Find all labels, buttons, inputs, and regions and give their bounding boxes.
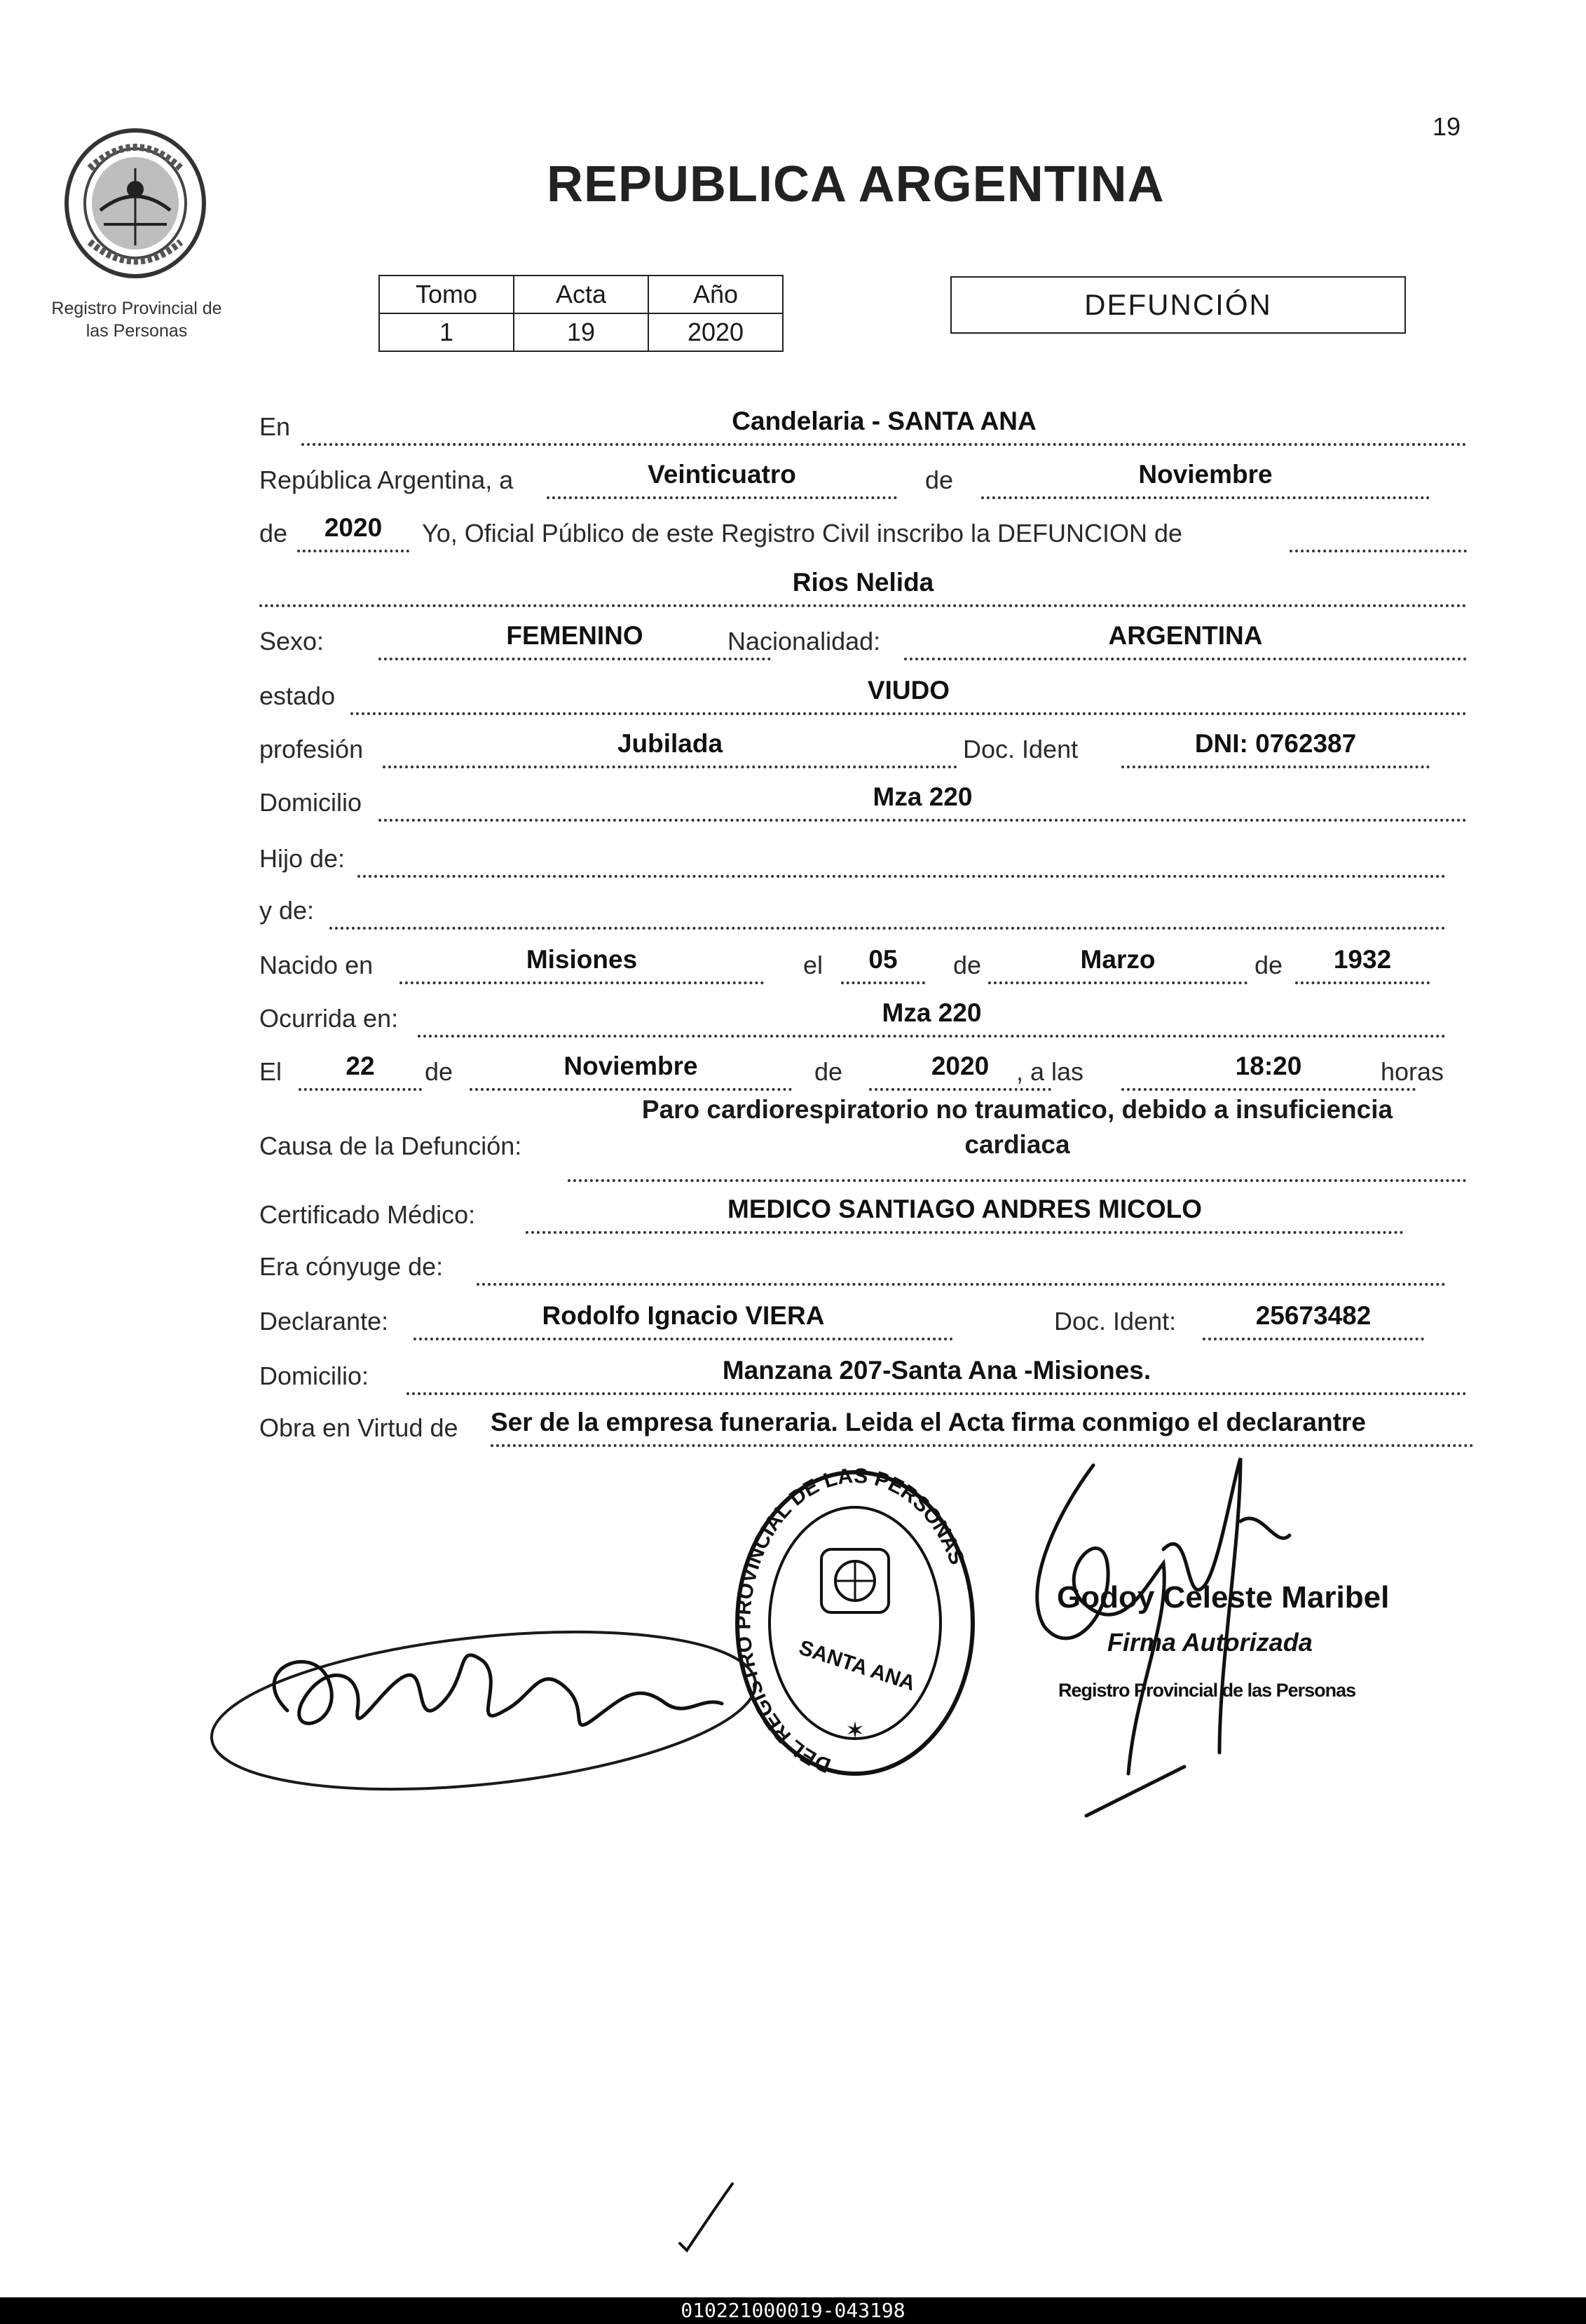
row-sexo bbox=[259, 618, 1467, 660]
row-estado bbox=[259, 673, 1467, 715]
value-profesion: Jubilada bbox=[617, 729, 723, 758]
document-code: 010221000019-043198 bbox=[0, 2297, 1586, 2324]
field-declarante-doc bbox=[1203, 1301, 1424, 1340]
value-estado: VIUDO bbox=[867, 676, 950, 705]
field-ocurrida-en bbox=[418, 998, 1446, 1038]
label-en: En bbox=[259, 412, 291, 441]
row-profesion bbox=[259, 726, 1467, 768]
row-certificado bbox=[259, 1192, 1467, 1234]
record-header-tomo: Tomo bbox=[379, 276, 514, 313]
label-causa: Causa de la Defunción: bbox=[259, 1132, 522, 1160]
label-sexo: Sexo: bbox=[259, 627, 324, 655]
record-table-header bbox=[379, 276, 783, 313]
record-type-box: DEFUNCIÓN bbox=[950, 276, 1406, 334]
row-lugar bbox=[259, 404, 1467, 446]
label-conyuge: Era cónyuge de: bbox=[259, 1252, 444, 1281]
label-de-def-anio: de bbox=[814, 1057, 843, 1086]
row-y-de bbox=[259, 888, 1467, 930]
label-y-de: y de: bbox=[259, 896, 315, 925]
field-mes bbox=[981, 460, 1430, 499]
row-defuncion-fecha bbox=[259, 1049, 1467, 1091]
value-domicilio: Mza 220 bbox=[873, 782, 973, 811]
stamp-emblem-icon bbox=[821, 1549, 889, 1612]
row-ocurrida bbox=[259, 995, 1467, 1038]
label-domicilio2: Domicilio: bbox=[259, 1361, 369, 1390]
label-profesion: profesión bbox=[259, 735, 364, 763]
label-de-nac-anio: de bbox=[1255, 951, 1283, 979]
field-nombre bbox=[259, 568, 1467, 607]
field-conyuge bbox=[477, 1249, 1446, 1286]
field-estado bbox=[350, 676, 1467, 715]
authority-office: Registro Provincial de las Personas bbox=[1058, 1680, 1356, 1701]
stamp-ring-text: DEL REGISTRO PROVINCIAL DE LAS PERSONAS bbox=[732, 1464, 969, 1777]
value-mes: Noviembre bbox=[1138, 460, 1273, 489]
label-a-las: , a las bbox=[1016, 1057, 1084, 1086]
value-def-dia: 22 bbox=[346, 1052, 375, 1080]
field-dia bbox=[547, 460, 897, 499]
field-nacionalidad bbox=[904, 621, 1467, 660]
row-causa bbox=[259, 1091, 1467, 1182]
field-def-mes bbox=[470, 1054, 792, 1091]
stamp-star-icon: ✶ bbox=[845, 1718, 866, 1744]
value-documento: DNI: 0762387 bbox=[1194, 729, 1357, 758]
field-declarante bbox=[413, 1301, 953, 1340]
value-nac-mes: Marzo bbox=[1080, 945, 1156, 974]
field-oficial-end bbox=[1290, 516, 1467, 552]
label-de-year: de bbox=[259, 519, 288, 548]
label-nacido-en: Nacido en bbox=[259, 951, 374, 979]
record-header-anio: Año bbox=[648, 276, 783, 313]
value-anio: 2020 bbox=[324, 513, 383, 542]
value-certificado: MEDICO SANTIAGO ANDRES MICOLO bbox=[727, 1195, 1202, 1223]
label-horas: horas bbox=[1381, 1057, 1444, 1086]
row-oficial bbox=[259, 510, 1467, 552]
value-declarante: Rodolfo Ignacio VIERA bbox=[542, 1301, 825, 1330]
authority-name: Godoy Celeste Maribel bbox=[1057, 1580, 1390, 1615]
field-nacido-en bbox=[399, 945, 764, 984]
field-profesion bbox=[383, 729, 957, 768]
record-value-anio: 2020 bbox=[648, 313, 783, 351]
value-nacido-en: Misiones bbox=[526, 945, 638, 974]
label-el: el bbox=[803, 951, 823, 979]
label-hijo-de: Hijo de: bbox=[259, 844, 346, 873]
label-doc-ident2: Doc. Ident: bbox=[1054, 1307, 1177, 1336]
label-republica: República Argentina, a bbox=[259, 466, 514, 494]
label-obra: Obra en Virtud de bbox=[259, 1413, 458, 1442]
label-doc-ident: Doc. Ident bbox=[963, 735, 1079, 763]
value-hora: 18:20 bbox=[1235, 1052, 1302, 1080]
province-seal bbox=[62, 126, 209, 280]
field-lugar bbox=[301, 409, 1467, 446]
row-nacido bbox=[259, 942, 1467, 984]
field-certificado bbox=[526, 1197, 1404, 1234]
value-obra: Ser de la empresa funeraria. Leida el Acta firma conmigo el declarantre bbox=[491, 1408, 1366, 1436]
row-fecha bbox=[259, 457, 1467, 499]
field-anio bbox=[297, 513, 409, 552]
row-declarante bbox=[259, 1298, 1467, 1340]
registry-label-line2: las Personas bbox=[86, 321, 188, 341]
field-sexo bbox=[378, 621, 771, 660]
check-mark-icon bbox=[673, 2180, 736, 2257]
row-domicilio2 bbox=[259, 1353, 1467, 1395]
label-de-nac-mes: de bbox=[953, 951, 982, 979]
field-nac-dia bbox=[841, 945, 925, 984]
label-estado: estado bbox=[259, 681, 336, 710]
field-nac-anio bbox=[1295, 945, 1430, 984]
field-hora bbox=[1121, 1054, 1416, 1091]
field-domicilio bbox=[378, 782, 1467, 822]
label-certificado: Certificado Médico: bbox=[259, 1200, 476, 1229]
value-def-anio: 2020 bbox=[931, 1052, 990, 1080]
document-title: REPUBLICA ARGENTINA bbox=[547, 156, 1165, 212]
record-table-values bbox=[379, 313, 783, 351]
province-seal-icon bbox=[62, 126, 209, 280]
value-dia: Veinticuatro bbox=[648, 460, 796, 489]
page-number: 19 bbox=[1433, 112, 1461, 141]
record-table bbox=[378, 275, 784, 352]
value-declarante-doc: 25673482 bbox=[1255, 1301, 1372, 1330]
row-hijo-de bbox=[259, 836, 1467, 878]
value-nac-anio: 1932 bbox=[1333, 945, 1392, 974]
value-ocurrida-en: Mza 220 bbox=[882, 998, 982, 1027]
field-hijo-de bbox=[357, 841, 1446, 878]
value-declarante-domicilio: Manzana 207-Santa Ana -Misiones. bbox=[722, 1356, 1151, 1385]
record-header-acta: Acta bbox=[514, 276, 648, 313]
field-declarante-domicilio bbox=[406, 1356, 1467, 1395]
field-nac-mes bbox=[988, 945, 1247, 984]
field-causa bbox=[568, 1095, 1467, 1182]
value-nombre: Rios Nelida bbox=[792, 568, 934, 597]
office-stamp bbox=[729, 1462, 981, 1791]
label-ocurrida-en: Ocurrida en: bbox=[259, 1004, 399, 1033]
field-documento bbox=[1121, 729, 1430, 768]
field-y-de bbox=[329, 893, 1446, 930]
stamp-center-text: SANTA ANA bbox=[795, 1636, 918, 1696]
declarant-signature bbox=[203, 1598, 778, 1823]
label-nacionalidad: Nacionalidad: bbox=[727, 627, 881, 655]
label-de: de bbox=[925, 466, 954, 494]
value-causa bbox=[568, 1092, 1467, 1162]
authority-role: Firma Autorizada bbox=[1107, 1628, 1313, 1657]
record-value-acta: 19 bbox=[514, 313, 648, 351]
value-nac-dia: 05 bbox=[868, 945, 898, 974]
value-def-mes: Noviembre bbox=[563, 1052, 698, 1080]
row-conyuge bbox=[259, 1244, 1467, 1286]
value-causa-line1: Paro cardiorespiratorio no traumatico, debido a insuficiencia bbox=[641, 1095, 1393, 1124]
label-el-upper: El bbox=[259, 1057, 282, 1086]
field-def-dia bbox=[299, 1054, 422, 1091]
record-value-tomo: 1 bbox=[379, 313, 514, 351]
value-lugar: Candelaria - SANTA ANA bbox=[732, 407, 1037, 435]
value-nacionalidad: ARGENTINA bbox=[1108, 621, 1263, 650]
value-sexo: FEMENINO bbox=[506, 621, 643, 650]
label-oficial: Yo, Oficial Público de este Registro Civil inscribo la DEFUNCION de bbox=[422, 519, 1183, 548]
registry-label bbox=[35, 297, 238, 342]
row-nombre bbox=[259, 565, 1467, 607]
registry-label-line1: Registro Provincial de bbox=[51, 299, 222, 318]
row-domicilio bbox=[259, 780, 1467, 822]
label-domicilio: Domicilio bbox=[259, 788, 362, 817]
value-causa-line2: cardiaca bbox=[964, 1130, 1070, 1159]
label-declarante: Declarante: bbox=[259, 1307, 389, 1336]
label-de-def-mes: de bbox=[425, 1057, 453, 1086]
